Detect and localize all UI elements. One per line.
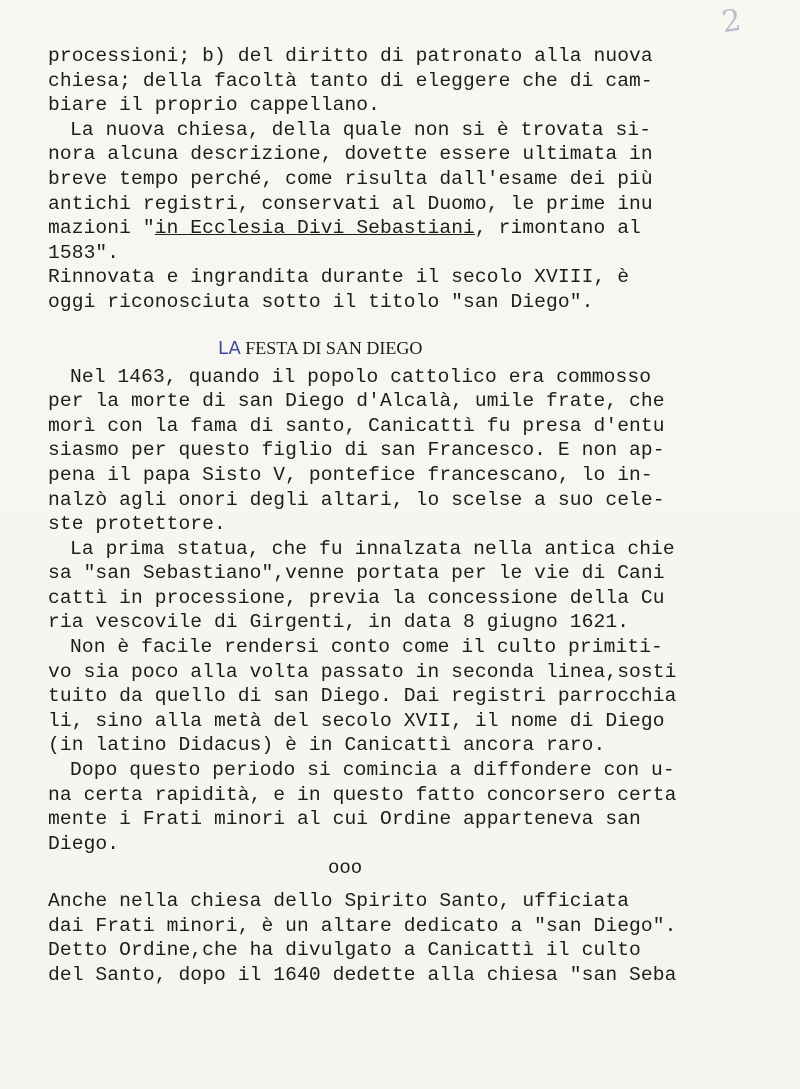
- text-line: Non è facile rendersi conto come il culto primiti-: [70, 636, 663, 659]
- section-heading: [48, 335, 788, 361]
- text-line: biare il proprio cappellano.: [48, 94, 381, 117]
- heading-text: FESTA DI SAN DIEGO: [240, 337, 423, 358]
- text-line: breve tempo perché, come risulta dall'esame dei più: [48, 167, 653, 190]
- text-line: La prima statua, che fu innalzata nella antica chie: [70, 537, 675, 560]
- text-line-with-underline: [48, 216, 788, 241]
- text-line: morì con la fama di santo, Canicattì fu presa d'entu: [48, 414, 665, 437]
- text-line: Diego.: [48, 832, 120, 855]
- text-line: Anche nella chiesa dello Spirito Santo, ufficiata: [48, 890, 630, 912]
- text-line: vo sia poco alla volta passato in seconda linea,sosti: [48, 660, 677, 683]
- text-line: na certa rapidità, e in questo fatto concorsero certa: [48, 783, 677, 806]
- text-line: siasmo per questo figlio di san Francesco. E non ap-: [48, 439, 665, 462]
- text-line: mente i Frati minori al cui Ordine apparteneva san: [48, 808, 641, 831]
- text-line: Detto Ordine,che ha divulgato a Canicattì il culto: [48, 939, 641, 962]
- text-line: Dopo questo periodo si comincia a diffondere con u-: [70, 759, 675, 782]
- text-line: per la morte di san Diego d'Alcalà, umile frate, che: [48, 390, 665, 413]
- text-line: cattì in processione, previa la concessione della Cu: [48, 586, 665, 609]
- text-fragment: mazioni ": [48, 217, 155, 240]
- text-line: processioni; b) del diritto di patronato alla nuova: [48, 45, 653, 67]
- page-number: 2: [719, 2, 744, 41]
- text-line: dai Frati minori, è un altare dedicato a "san Diego".: [48, 914, 677, 937]
- underlined-latin-phrase: in Ecclesia Divi Sebastiani: [154, 217, 475, 240]
- text-line: 1583".: [48, 241, 120, 264]
- text-line: li, sino alla metà del secolo XVII, il nome di Diego: [48, 709, 665, 732]
- text-line: oggi riconosciuta sotto il titolo "san Diego".: [48, 290, 594, 313]
- text-line: chiesa; della facoltà tanto di eleggere che di cam-: [48, 69, 653, 92]
- text-line: del Santo, dopo il 1640 dedette alla chiesa "san Seba: [48, 963, 677, 986]
- handwritten-correction: LA: [218, 337, 241, 359]
- text-line: (in latino Didacus) è in Canicattì ancora raro.: [48, 734, 606, 757]
- text-line: sa "san Sebastiano",venne portata per le vie di Cani: [48, 562, 665, 585]
- text-line: tuito da quello di san Diego. Dai registri parrocchia: [48, 685, 677, 708]
- text-line: nalzò agli onori degli altari, lo scelse a suo cele-: [48, 488, 665, 511]
- text-line: antichi registri, conservati al Duomo, le prime inu: [48, 192, 653, 215]
- text-line: Nel 1463, quando il popolo cattolico era commosso: [70, 365, 652, 388]
- text-line: ste protettore.: [48, 513, 226, 536]
- text-line: nora alcuna descrizione, dovette essere ultimata in: [48, 143, 653, 166]
- text-line: Rinnovata e ingrandita durante il secolo XVIII, è: [48, 266, 630, 289]
- text-line: pena il papa Sisto V, pontefice francescano, lo in-: [48, 463, 653, 486]
- text-fragment: , rimontano al: [474, 217, 641, 240]
- section-separator: ooo: [328, 857, 363, 880]
- typed-text-body: [48, 44, 788, 987]
- text-line: ria vescovile di Girgenti, in data 8 giugno 1621.: [48, 611, 630, 634]
- text-line: La nuova chiesa, della quale non si è trovata si-: [70, 118, 652, 141]
